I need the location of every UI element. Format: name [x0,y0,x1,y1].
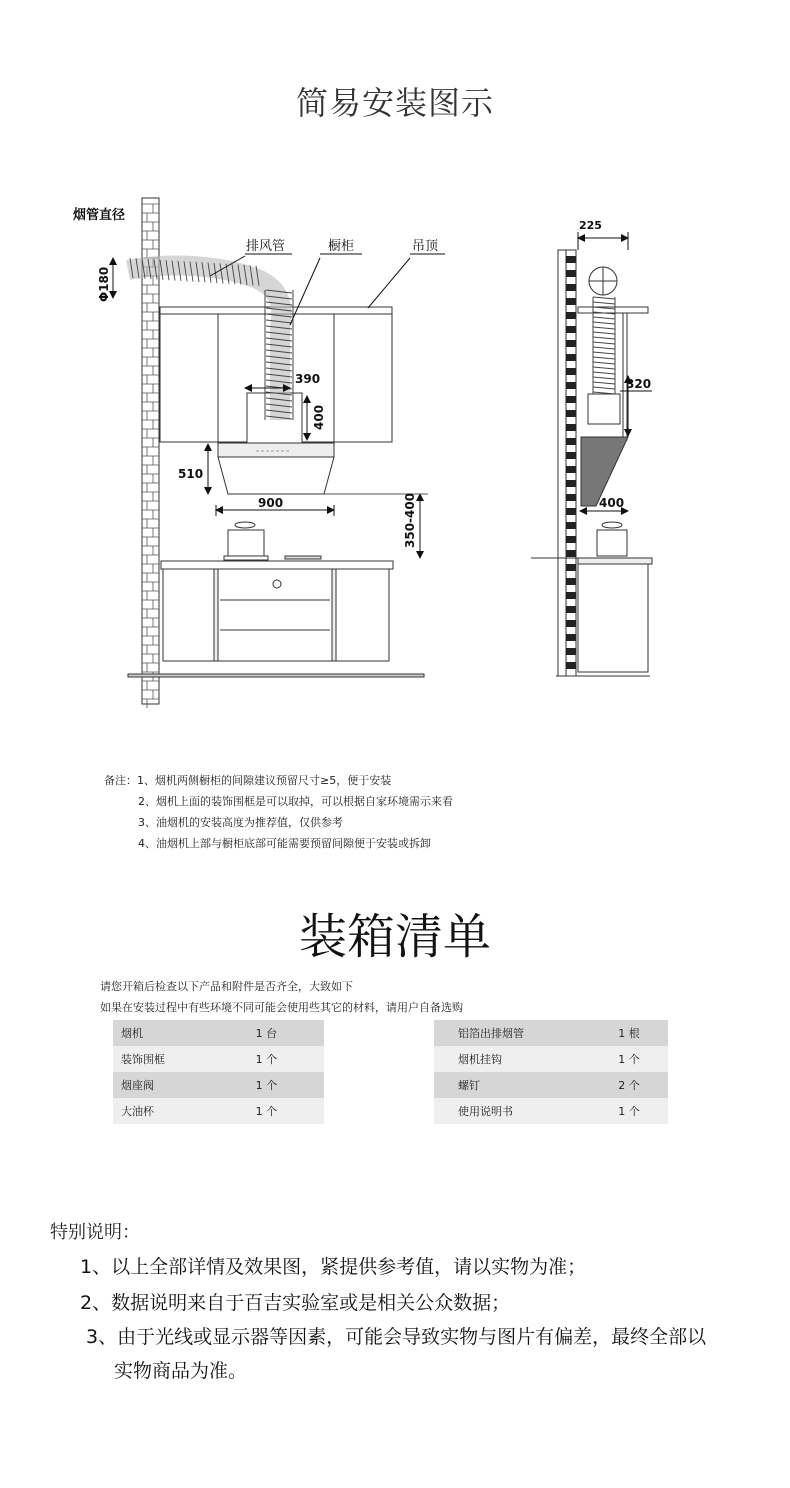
item-name: 装饰围框 [113,1046,248,1072]
special-title: 特别说明： [50,1222,140,1243]
table-row [113,1020,324,1046]
dim-320: 320 [626,377,652,391]
dim-390: 390 [295,372,321,386]
item-name: 使用说明书 [434,1098,610,1124]
packing-intro-2: 如果在安装过程中有些环境不同可能会使用些其它的材料，请用户自备选购 [100,1001,463,1014]
install-notes [104,770,453,854]
table-row [113,1072,324,1098]
base-cabinet [128,561,424,677]
packing-intro-1: 请您开箱后检查以下产品和附件是否齐全，大致如下 [100,980,353,993]
side-view [531,232,652,676]
packing-table-right [434,1020,668,1124]
table-row [113,1098,324,1124]
special-item-2: 2、数据说明来自于百吉实验室或是相关公众数据； [80,1292,511,1314]
dim-400-horizontal: 400 [599,496,625,510]
gas-stove [224,522,321,560]
item-qty: 1 个 [610,1046,668,1072]
dim-225: 225 [579,219,602,232]
installation-diagram [0,180,790,710]
table-row [113,1046,324,1072]
install-title: 简易安装图示 [295,84,494,122]
label-exhaust-pipe: 排风管 [246,239,286,254]
item-qty: 1 根 [610,1020,668,1046]
special-item-3-cont: 实物商品为准。 [114,1360,248,1382]
table-row [434,1020,668,1046]
item-name: 烟机挂钩 [434,1046,610,1072]
item-qty: 1 个 [610,1098,668,1124]
item-name: 烟座阀 [113,1072,248,1098]
note-1: 备注：1、烟机两侧橱柜的间隙建议预留尺寸≥5，便于安装 [104,774,392,787]
item-name: 烟机 [113,1020,248,1046]
note-2: 2、烟机上面的装饰围框是可以取掉，可以根据自家环境需示来看 [138,795,453,808]
note-4: 4、油烟机上部与橱柜底部可能需要预留间隙便于安装或拆卸 [138,837,431,850]
item-name: 螺钉 [434,1072,610,1098]
label-cabinet: 橱柜 [328,239,355,254]
item-qty: 1 台 [248,1020,324,1046]
table-row [434,1072,668,1098]
item-name: 铝箔出排烟管 [434,1020,610,1046]
item-qty: 1 个 [248,1098,324,1124]
label-ceiling: 吊顶 [412,239,439,254]
note-3: 3、油烟机的安装高度为推荐值，仅供参考 [138,816,343,829]
item-qty: 1 个 [248,1072,324,1098]
packing-intro [100,976,463,1018]
dim-350-400: 350-400 [403,492,417,548]
dim-900: 900 [258,496,284,510]
label-pipe-diameter: 烟管直径 [73,208,126,223]
label-phi: Φ180 [97,266,111,302]
special-item-1: 1、以上全部详情及效果图，紧提供参考值，请以实物为准； [80,1256,587,1278]
dim-400-vertical: 400 [312,404,326,430]
item-name: 大油杯 [113,1098,248,1124]
dim-510: 510 [178,467,204,481]
item-qty: 2 个 [610,1072,668,1098]
table-row [434,1046,668,1072]
packing-title: 装箱清单 [298,909,491,965]
item-qty: 1 个 [248,1046,324,1072]
special-item-3: 3、由于光线或显示器等因素，可能会导致实物与图片有偏差，最终全部以 [86,1326,707,1348]
table-row [434,1098,668,1124]
packing-table-left [113,1020,324,1124]
